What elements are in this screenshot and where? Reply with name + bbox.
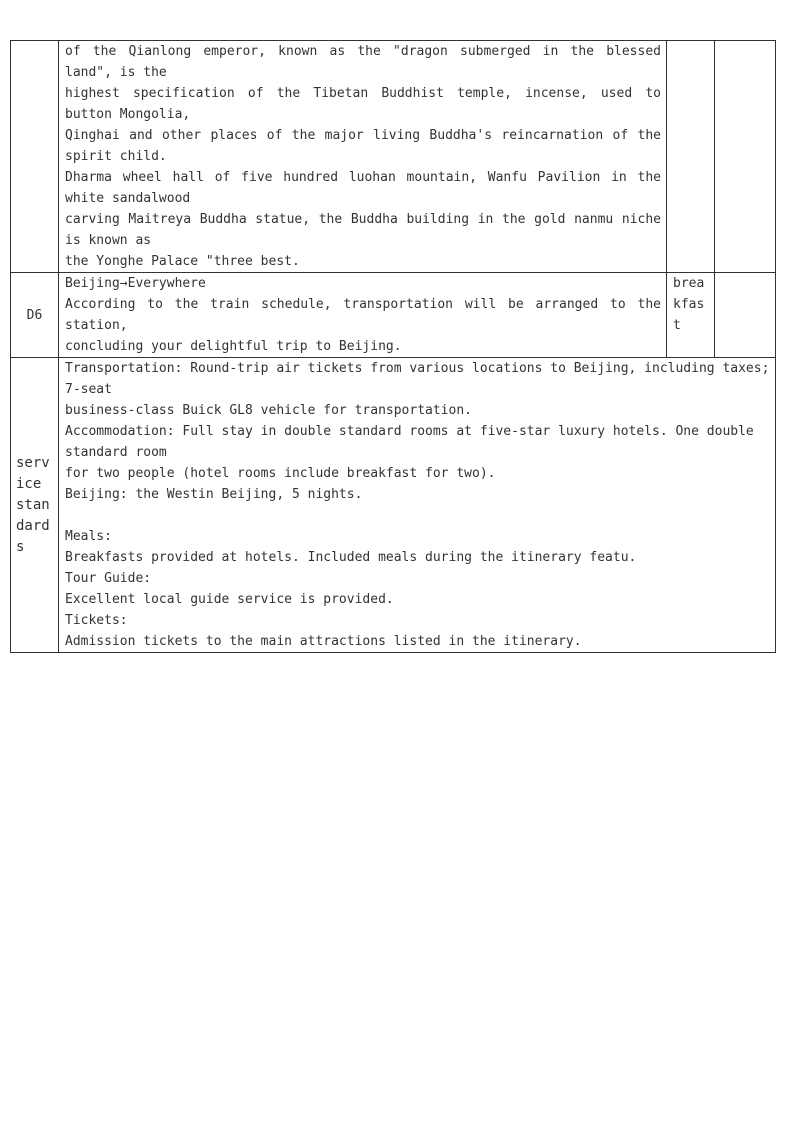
text-line: concluding your delightful trip to Beijing. (65, 339, 402, 354)
transport-line: business-class Buick GL8 vehicle for transportation. (65, 403, 472, 418)
text-line: the Yonghe Palace "three best. (65, 254, 300, 269)
text-line: carving Maitreya Buddha statue, the Buddha building in the gold nanmu niche is known as (65, 212, 661, 248)
text-line: of the Qianlong emperor, known as the "dragon submerged in the blessed land", is the (65, 44, 661, 80)
itinerary-description (59, 273, 667, 358)
text-line: Qinghai and other places of the major living Buddha's reincarnation of the spirit child. (65, 128, 661, 164)
meals-heading: Meals: (65, 529, 112, 544)
hotel-cell (715, 273, 776, 358)
tickets-text: Admission tickets to the main attractions listed in the itinerary. (65, 634, 582, 649)
hotel-info: Beijing: the Westin Beijing, 5 nights. (65, 487, 363, 502)
table-row (11, 41, 776, 273)
meals-text: Breakfasts provided at hotels. Included meals during the itinerary featu. (65, 550, 637, 565)
text-line: Dharma wheel hall of five hundred luohan mountain, Wanfu Pavilion in the white sandalwood (65, 170, 661, 206)
itinerary-table (10, 40, 776, 653)
tickets-heading: Tickets: (65, 613, 128, 628)
service-standards-content (59, 358, 776, 653)
day-cell (11, 41, 59, 273)
text-line: According to the train schedule, transportation will be arranged to the station, (65, 297, 661, 333)
guide-text: Excellent local guide service is provided. (65, 592, 394, 607)
accommodation-line: for two people (hotel rooms include breakfast for two). (65, 466, 496, 481)
service-standards-label: service standards (11, 358, 59, 653)
text-line: highest specification of the Tibetan Buddhist temple, incense, used to button Mongolia, (65, 86, 661, 122)
route-title: Beijing→Everywhere (65, 276, 206, 291)
accommodation-line: Accommodation: Full stay in double standard rooms at five-star luxury hotels. One double standard room (65, 424, 754, 460)
table-row (11, 358, 776, 653)
itinerary-description (59, 41, 667, 273)
day-cell: D6 (11, 273, 59, 358)
transport-line: Transportation: Round-trip air tickets from various locations to Beijing, including taxes; 7-seat (65, 361, 770, 397)
spacer (65, 505, 770, 526)
table-row (11, 273, 776, 358)
hotel-cell (715, 41, 776, 273)
guide-heading: Tour Guide: (65, 571, 152, 586)
meals-cell (667, 41, 715, 273)
meals-cell: breakfast (667, 273, 715, 358)
